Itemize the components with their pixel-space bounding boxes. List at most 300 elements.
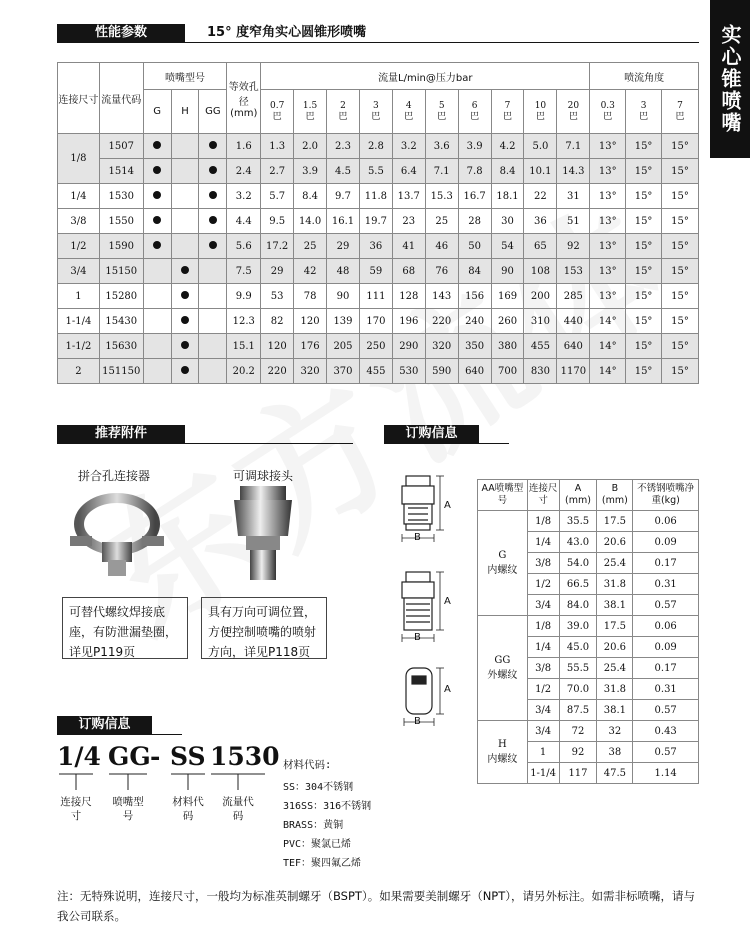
ot-header-conn: 连接尺寸 [527, 480, 559, 511]
order-code-dash: - [150, 742, 161, 771]
dim-cell: 72 [559, 721, 597, 742]
angle-cell: 15° [662, 359, 699, 384]
order-code-label3: 材料代码 [172, 796, 204, 822]
code-cell: 15630 [99, 334, 143, 359]
dim-b-label-1: B [414, 532, 421, 543]
model-gg-cell [199, 334, 227, 359]
dim-cell: 92 [559, 742, 597, 763]
flow-cell: 31 [557, 184, 590, 209]
order-code-part4: 1530 [210, 742, 280, 771]
dim-cell: 1-1/4 [527, 763, 559, 784]
conn-cell: 1/8 [58, 134, 100, 184]
conn-cell: 3/8 [58, 209, 100, 234]
nozzle-dimension-drawings [392, 472, 472, 742]
order-header-rule-left [57, 734, 182, 735]
col-header-h: H [171, 90, 199, 134]
flow-cell: 640 [557, 334, 590, 359]
table-row [478, 511, 699, 532]
flow-cell: 1.3 [261, 134, 294, 159]
flow-cell: 205 [327, 334, 360, 359]
availability-dot [209, 166, 217, 174]
conn-cell: 1/4 [58, 184, 100, 209]
code-cell: 1507 [99, 134, 143, 159]
flow-cell: 76 [425, 259, 458, 284]
angle-cell: 13° [590, 234, 626, 259]
model-g-cell [143, 209, 171, 234]
model-g-cell [143, 359, 171, 384]
flow-cell: 41 [392, 234, 425, 259]
col-header-orifice: 等效孔径 (mm) [227, 63, 261, 134]
dim-cell: 0.17 [633, 658, 699, 679]
flow-cell: 16.7 [458, 184, 491, 209]
flow-cell: 2.3 [327, 134, 360, 159]
dim-cell: 84.0 [559, 595, 597, 616]
performance-table [57, 62, 699, 384]
side-category-tab: 实心锥喷嘴 [710, 0, 750, 158]
flow-cell: 240 [458, 309, 491, 334]
order-code-part2: GG [108, 742, 151, 771]
orifice-cell: 15.1 [227, 334, 261, 359]
flow-cell: 6.4 [392, 159, 425, 184]
angle-cell: 15° [662, 209, 699, 234]
dim-cell: 31.8 [597, 574, 633, 595]
model-g-cell [143, 184, 171, 209]
angle-cell: 13° [590, 284, 626, 309]
flow-cell: 4.5 [327, 159, 360, 184]
model-gg-cell [199, 184, 227, 209]
dim-cell: 0.57 [633, 595, 699, 616]
flow-cell: 700 [491, 359, 524, 384]
flow-cell: 5.7 [261, 184, 294, 209]
order-code-part1: 1/4 [57, 742, 101, 771]
flow-pressure-header: 20 巴 [557, 90, 590, 134]
flow-cell: 15.3 [425, 184, 458, 209]
table-row [58, 259, 699, 284]
dim-cell: 55.5 [559, 658, 597, 679]
flow-cell: 530 [392, 359, 425, 384]
flow-pressure-header: 6 巴 [458, 90, 491, 134]
flow-cell: 30 [491, 209, 524, 234]
model-h-cell [171, 134, 199, 159]
flow-cell: 3.9 [294, 159, 327, 184]
flow-cell: 220 [261, 359, 294, 384]
dim-b-label-3: B [414, 716, 421, 727]
flow-cell: 22 [524, 184, 557, 209]
flow-cell: 10.1 [524, 159, 557, 184]
flow-cell: 8.4 [491, 159, 524, 184]
orifice-cell: 12.3 [227, 309, 261, 334]
dim-cell: 45.0 [559, 637, 597, 658]
orifice-cell: 5.6 [227, 234, 261, 259]
model-gg-cell [199, 259, 227, 284]
flow-cell: 84 [458, 259, 491, 284]
dim-cell: 3/4 [527, 700, 559, 721]
model-g-cell [143, 159, 171, 184]
flow-cell: 2.0 [294, 134, 327, 159]
angle-cell: 13° [590, 259, 626, 284]
adjustable-ball-joint-image [228, 484, 298, 584]
flow-cell: 65 [524, 234, 557, 259]
dim-cell: 0.09 [633, 637, 699, 658]
accessories-section-header: 推荐附件 [57, 425, 185, 443]
model-h-cell [171, 159, 199, 184]
angle-cell: 15° [662, 259, 699, 284]
dim-cell: 3/4 [527, 721, 559, 742]
flow-cell: 350 [458, 334, 491, 359]
model-h-cell [171, 259, 199, 284]
model-gg-cell [199, 234, 227, 259]
flow-cell: 156 [458, 284, 491, 309]
flow-cell: 455 [524, 334, 557, 359]
angle-cell: 15° [626, 334, 662, 359]
accessory1-description: 可替代螺纹焊接底座，有防泄漏垫圈，详见P119页 [62, 597, 188, 659]
conn-cell: 1 [58, 284, 100, 309]
flow-cell: 3.9 [458, 134, 491, 159]
angle-cell: 15° [626, 359, 662, 384]
model-g-cell [143, 284, 171, 309]
flow-cell: 830 [524, 359, 557, 384]
code-cell: 151150 [99, 359, 143, 384]
col-header-code: 流量代码 [99, 63, 143, 134]
material-item: SS：304不锈钢 [283, 782, 354, 793]
dim-cell: 66.5 [559, 574, 597, 595]
dim-cell: 20.6 [597, 532, 633, 553]
angle-pressure-header: 7 巴 [662, 90, 699, 134]
dim-cell: 17.5 [597, 511, 633, 532]
dim-b-label-2: B [414, 632, 421, 643]
dim-cell: 3/4 [527, 595, 559, 616]
model-gg-cell [199, 159, 227, 184]
flow-cell: 4.2 [491, 134, 524, 159]
flow-cell: 7.1 [557, 134, 590, 159]
table-row [58, 359, 699, 384]
dim-cell: 1/2 [527, 574, 559, 595]
dim-cell: 25.4 [597, 658, 633, 679]
flow-cell: 7.8 [458, 159, 491, 184]
angle-pressure-header: 0.3 巴 [590, 90, 626, 134]
availability-dot [153, 216, 161, 224]
dim-cell: 38.1 [597, 595, 633, 616]
type-cell: H 内螺纹 [478, 721, 528, 784]
table-row [58, 284, 699, 309]
availability-dot [209, 241, 217, 249]
dim-cell: 47.5 [597, 763, 633, 784]
flow-pressure-header: 1.5 巴 [294, 90, 327, 134]
flow-cell: 153 [557, 259, 590, 284]
angle-cell: 15° [626, 234, 662, 259]
availability-dot [181, 266, 189, 274]
accessory2-title: 可调球接头 [233, 469, 294, 483]
flow-cell: 169 [491, 284, 524, 309]
split-hole-connector-image [62, 486, 172, 586]
flow-pressure-header: 10 巴 [524, 90, 557, 134]
model-h-cell [171, 184, 199, 209]
flow-cell: 200 [524, 284, 557, 309]
perf-title: 15° 度窄角实心圆锥形喷嘴 [207, 25, 367, 40]
col-header-conn: 连接尺寸 [58, 63, 100, 134]
availability-dot [209, 216, 217, 224]
flow-cell: 590 [425, 359, 458, 384]
model-gg-cell [199, 359, 227, 384]
dim-a-label-2: A [444, 596, 451, 607]
angle-cell: 15° [662, 184, 699, 209]
col-header-gg: GG [199, 90, 227, 134]
flow-cell: 260 [491, 309, 524, 334]
model-g-cell [143, 234, 171, 259]
dim-cell: 43.0 [559, 532, 597, 553]
angle-cell: 15° [662, 334, 699, 359]
ot-header-b: B (mm) [597, 480, 633, 511]
conn-cell: 1-1/4 [58, 309, 100, 334]
angle-cell: 15° [662, 284, 699, 309]
availability-dot [181, 291, 189, 299]
angle-cell: 15° [626, 209, 662, 234]
orifice-cell: 20.2 [227, 359, 261, 384]
dim-cell: 32 [597, 721, 633, 742]
flow-cell: 90 [491, 259, 524, 284]
dim-cell: 39.0 [559, 616, 597, 637]
order-code-label2: 喷嘴型号 [112, 796, 144, 822]
availability-dot [153, 141, 161, 149]
dim-cell: 54.0 [559, 553, 597, 574]
availability-dot [153, 166, 161, 174]
flow-cell: 78 [294, 284, 327, 309]
dim-cell: 0.57 [633, 742, 699, 763]
code-cell: 1550 [99, 209, 143, 234]
flow-cell: 28 [458, 209, 491, 234]
flow-pressure-header: 7 巴 [491, 90, 524, 134]
dim-cell: 70.0 [559, 679, 597, 700]
dim-cell: 117 [559, 763, 597, 784]
model-g-cell [143, 334, 171, 359]
flow-cell: 108 [524, 259, 557, 284]
flow-cell: 3.6 [425, 134, 458, 159]
flow-pressure-header: 5 巴 [425, 90, 458, 134]
angle-cell: 13° [590, 184, 626, 209]
availability-dot [181, 341, 189, 349]
dim-cell: 38.1 [597, 700, 633, 721]
flow-cell: 42 [294, 259, 327, 284]
flow-cell: 5.0 [524, 134, 557, 159]
model-h-cell [171, 359, 199, 384]
flow-cell: 16.1 [327, 209, 360, 234]
flow-cell: 46 [425, 234, 458, 259]
flow-cell: 139 [327, 309, 360, 334]
flow-cell: 640 [458, 359, 491, 384]
flow-cell: 3.2 [392, 134, 425, 159]
angle-pressure-header: 3 巴 [626, 90, 662, 134]
table-row [58, 334, 699, 359]
conn-cell: 3/4 [58, 259, 100, 284]
flow-cell: 36 [524, 209, 557, 234]
flow-cell: 143 [425, 284, 458, 309]
order-info-header-left: 订购信息 [57, 716, 152, 734]
flow-cell: 51 [557, 209, 590, 234]
flow-cell: 53 [261, 284, 294, 309]
model-gg-cell [199, 309, 227, 334]
flow-cell: 36 [359, 234, 392, 259]
code-cell: 1514 [99, 159, 143, 184]
flow-pressure-header: 0.7 巴 [261, 90, 294, 134]
col-header-angle: 喷流角度 [590, 63, 699, 90]
dim-cell: 87.5 [559, 700, 597, 721]
flow-cell: 9.5 [261, 209, 294, 234]
flow-cell: 54 [491, 234, 524, 259]
model-h-cell [171, 334, 199, 359]
angle-cell: 15° [626, 284, 662, 309]
angle-cell: 13° [590, 134, 626, 159]
order-code-label4: 流量代码 [222, 796, 254, 822]
angle-cell: 15° [626, 184, 662, 209]
flow-cell: 111 [359, 284, 392, 309]
table-row [58, 134, 699, 159]
flow-cell: 13.7 [392, 184, 425, 209]
code-cell: 1530 [99, 184, 143, 209]
dim-a-label-3: A [444, 684, 451, 695]
dim-cell: 1/4 [527, 637, 559, 658]
dim-cell: 1.14 [633, 763, 699, 784]
orifice-cell: 7.5 [227, 259, 261, 284]
flow-pressure-header: 3 巴 [359, 90, 392, 134]
flow-cell: 14.0 [294, 209, 327, 234]
angle-cell: 15° [626, 309, 662, 334]
flow-cell: 7.1 [425, 159, 458, 184]
flow-cell: 14.3 [557, 159, 590, 184]
flow-cell: 176 [294, 334, 327, 359]
dim-cell: 0.17 [633, 553, 699, 574]
availability-dot [181, 316, 189, 324]
flow-cell: 250 [359, 334, 392, 359]
code-cell: 15150 [99, 259, 143, 284]
flow-cell: 17.2 [261, 234, 294, 259]
code-cell: 15280 [99, 284, 143, 309]
angle-cell: 15° [626, 134, 662, 159]
orifice-cell: 1.6 [227, 134, 261, 159]
model-gg-cell [199, 209, 227, 234]
model-h-cell [171, 284, 199, 309]
accessory2-description: 具有万向可调位置，方便控制喷嘴的喷射方向，详见P118页 [201, 597, 327, 659]
availability-dot [181, 366, 189, 374]
angle-cell: 13° [590, 159, 626, 184]
flow-cell: 82 [261, 309, 294, 334]
table-row [58, 159, 699, 184]
order-code-label1: 连接尺寸 [60, 796, 92, 822]
flow-cell: 1170 [557, 359, 590, 384]
flow-cell: 310 [524, 309, 557, 334]
flow-cell: 320 [425, 334, 458, 359]
model-gg-cell [199, 134, 227, 159]
table-row [58, 309, 699, 334]
flow-cell: 2.7 [261, 159, 294, 184]
flow-cell: 19.7 [359, 209, 392, 234]
flow-cell: 285 [557, 284, 590, 309]
dim-cell: 3/8 [527, 658, 559, 679]
dim-cell: 0.06 [633, 616, 699, 637]
dim-cell: 0.09 [633, 532, 699, 553]
angle-cell: 14° [590, 334, 626, 359]
angle-cell: 15° [662, 309, 699, 334]
availability-dot [209, 191, 217, 199]
orifice-cell: 9.9 [227, 284, 261, 309]
col-header-model: 喷嘴型号 [143, 63, 227, 90]
availability-dot [209, 141, 217, 149]
flow-cell: 320 [294, 359, 327, 384]
angle-cell: 15° [662, 134, 699, 159]
type-cell: G 内螺纹 [478, 511, 528, 616]
angle-cell: 15° [626, 159, 662, 184]
flow-cell: 220 [425, 309, 458, 334]
model-h-cell [171, 234, 199, 259]
availability-dot [153, 241, 161, 249]
table-row [58, 234, 699, 259]
flow-cell: 9.7 [327, 184, 360, 209]
flow-cell: 50 [458, 234, 491, 259]
angle-cell: 14° [590, 309, 626, 334]
order-header-rule-right [384, 443, 509, 444]
dim-cell: 35.5 [559, 511, 597, 532]
order-code-part3: SS [170, 742, 206, 771]
flow-cell: 48 [327, 259, 360, 284]
flow-cell: 380 [491, 334, 524, 359]
angle-cell: 15° [662, 234, 699, 259]
flow-cell: 59 [359, 259, 392, 284]
model-g-cell [143, 309, 171, 334]
flow-cell: 11.8 [359, 184, 392, 209]
dim-cell: 1/8 [527, 616, 559, 637]
type-cell: GG 外螺纹 [478, 616, 528, 721]
orifice-cell: 4.4 [227, 209, 261, 234]
flow-cell: 128 [392, 284, 425, 309]
code-cell: 15430 [99, 309, 143, 334]
perf-header-rule [57, 42, 699, 43]
dim-cell: 0.06 [633, 511, 699, 532]
flow-cell: 455 [359, 359, 392, 384]
ot-header-type: AA喷嘴型号 [478, 480, 528, 511]
flow-cell: 120 [294, 309, 327, 334]
table-row [478, 616, 699, 637]
flow-cell: 170 [359, 309, 392, 334]
material-item: BRASS：黄铜 [283, 820, 344, 831]
conn-cell: 1-1/2 [58, 334, 100, 359]
flow-cell: 440 [557, 309, 590, 334]
table-row [58, 209, 699, 234]
accessories-header-rule [57, 443, 353, 444]
material-item: TEF：聚四氟乙烯 [283, 858, 362, 869]
flow-cell: 25 [294, 234, 327, 259]
perf-section-header: 性能参数 [57, 24, 185, 42]
dim-cell: 31.8 [597, 679, 633, 700]
flow-cell: 5.5 [359, 159, 392, 184]
footnote: 注：无特殊说明，连接尺寸，一般均为标准英制螺牙（BSPT）。如果需要美制螺牙（NPT），请另外标注。如需非标喷嘴，请与我公司联系。 [57, 889, 696, 923]
dim-cell: 25.4 [597, 553, 633, 574]
code-cell: 1590 [99, 234, 143, 259]
angle-cell: 14° [590, 359, 626, 384]
dim-cell: 1/8 [527, 511, 559, 532]
col-header-flow: 流量L/min@压力bar [261, 63, 590, 90]
model-gg-cell [199, 284, 227, 309]
ot-header-a: A (mm) [559, 480, 597, 511]
flow-cell: 92 [557, 234, 590, 259]
table-row [478, 721, 699, 742]
flow-cell: 2.8 [359, 134, 392, 159]
material-item: 316SS：316不锈钢 [283, 801, 372, 812]
angle-cell: 15° [626, 259, 662, 284]
flow-cell: 29 [261, 259, 294, 284]
flow-cell: 18.1 [491, 184, 524, 209]
angle-cell: 13° [590, 209, 626, 234]
dim-cell: 20.6 [597, 637, 633, 658]
conn-cell: 1/2 [58, 234, 100, 259]
